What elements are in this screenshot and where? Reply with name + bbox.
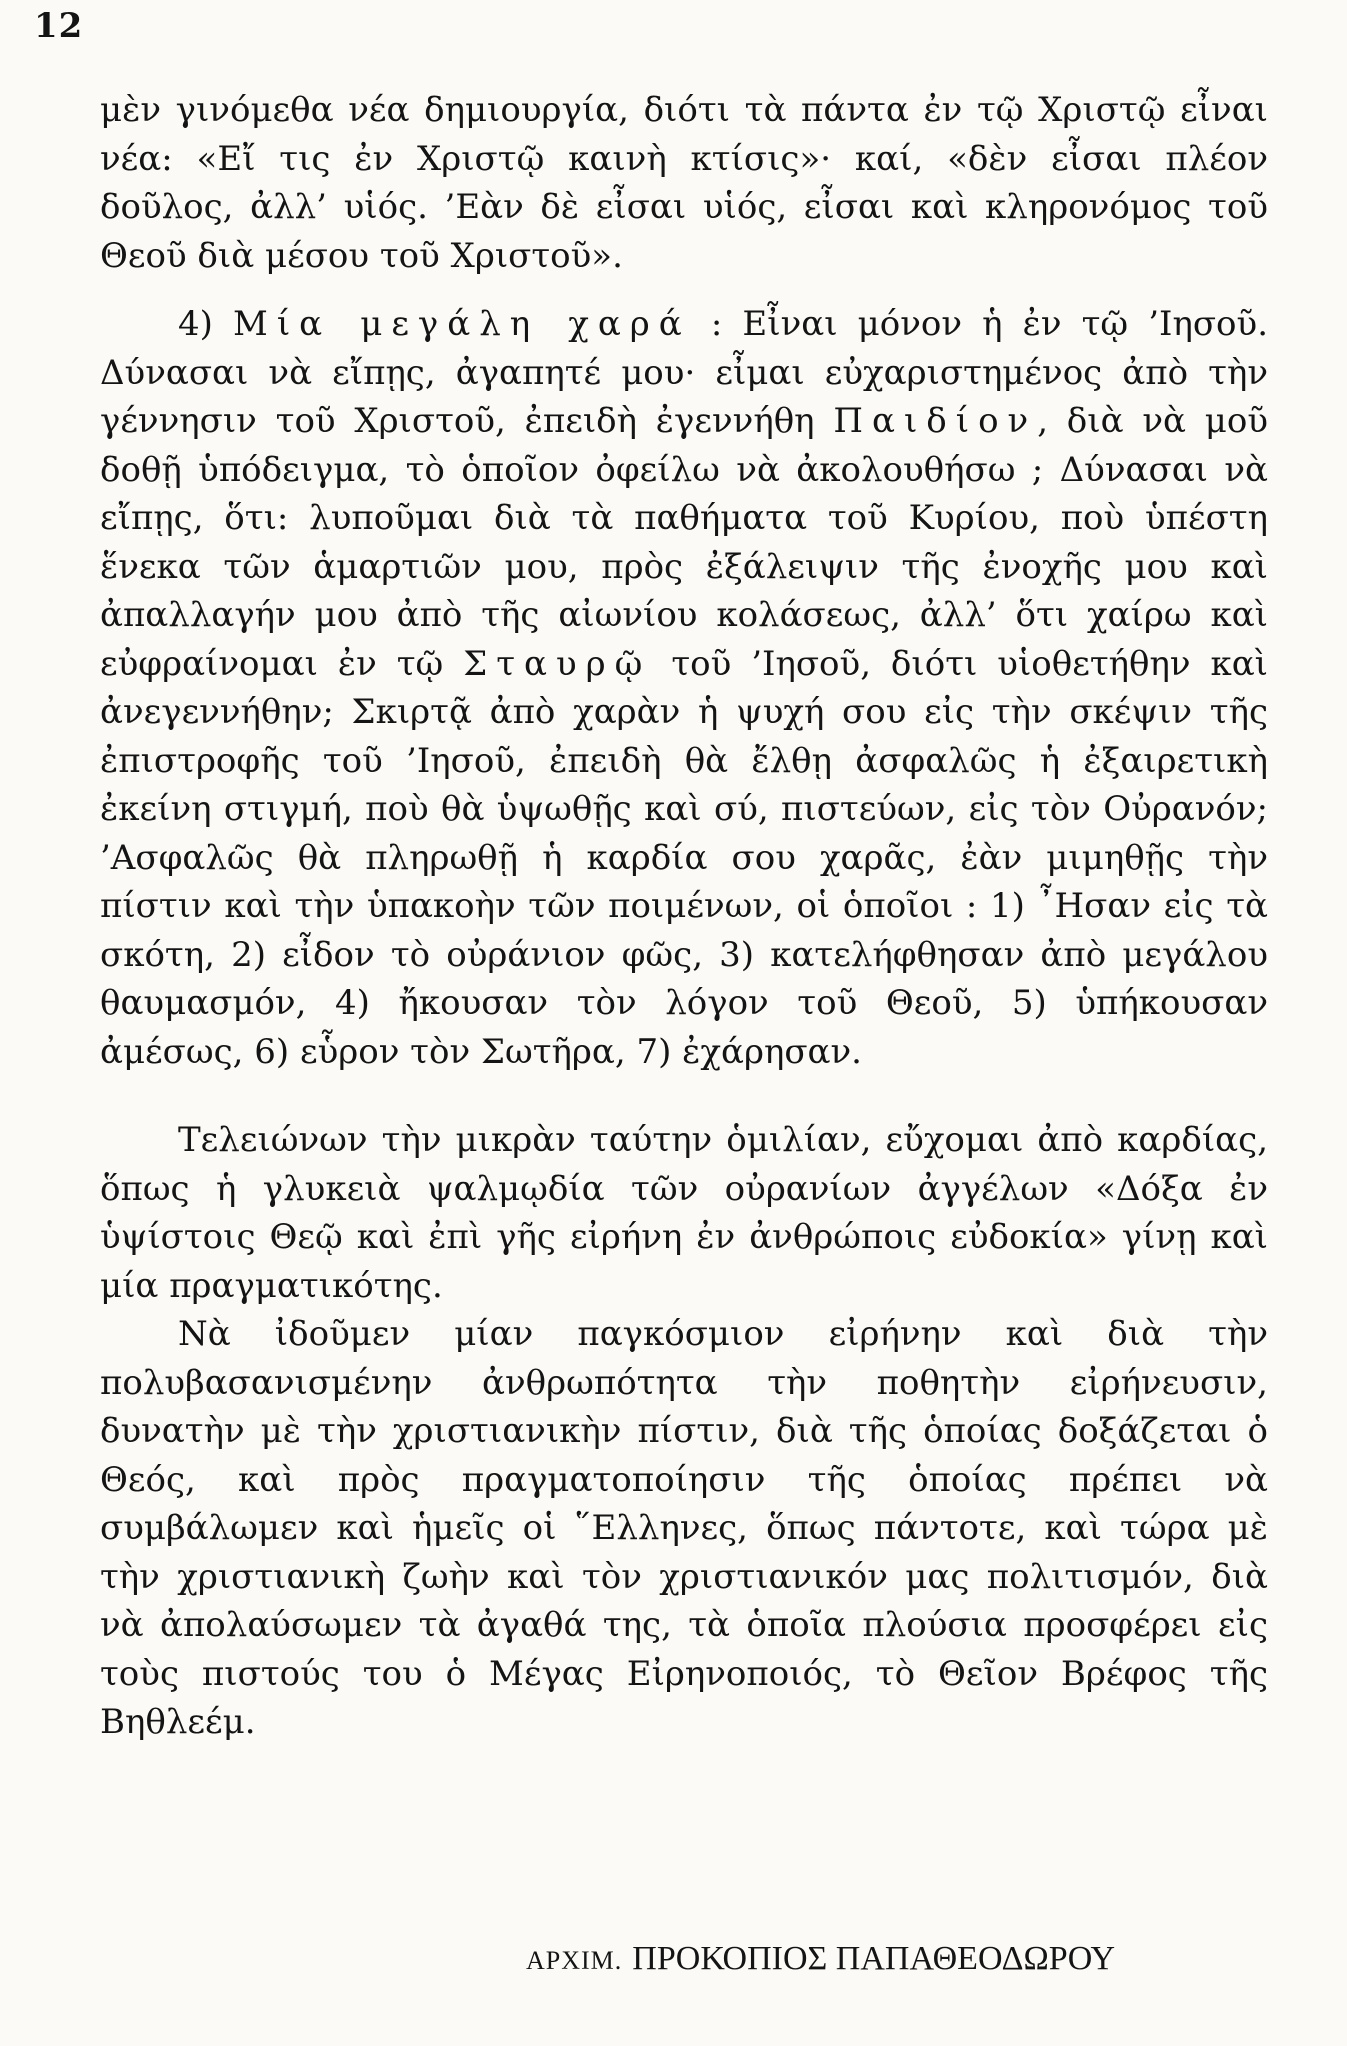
signature [526, 1940, 1115, 1978]
paragraph-2-text-2: , διὰ νὰ μοῦ δοθῇ ὑπόδειγμα, τὸ ὁποῖον ὀφείλω νὰ ἀκολουθήσω ; Δύνασαι νὰ εἴπῃς, ὅτι: λυποῦμαι διὰ τὰ παθήματα τοῦ Κυρίου, ποὺ ὑπέστη ἕνεκα τῶν ἁμαρτιῶν μου, πρὸς ἐξάλειψιν τῆς ἐνοχῆς μου καὶ ἀπαλλαγήν μου ἀπὸ τῆς αἰωνίου κολάσεως, ἀλλ’ ὅτι χαίρω καὶ εὐφραίνομαι ἐν τῷ [100, 401, 1269, 684]
spaced-word-stavro: Σταυρῷ [463, 643, 652, 684]
paragraph-4: Νὰ ἰδοῦμεν μίαν παγκόσμιον εἰρήνην καὶ διὰ τὴν πολυβασανισμένην ἀνθρωπότητα τὴν ποθητὴν εἰρήνευσιν, δυνατὴν μὲ τὴν χριστιανικὴν πίστιν, διὰ τῆς ὁποίας δοξάζεται ὁ Θεός, καὶ πρὸς πραγματοποίησιν τῆς ὁποίας πρέπει νὰ συμβάλωμεν καὶ ἡμεῖς οἱ ῞Ελληνες, ὅπως πάντοτε, καὶ τώρα μὲ τὴν χριστιανικὴ ζωὴν καὶ τὸν χριστιανικόν μας πολιτισμόν, διὰ νὰ ἀπολαύσωμεν τὰ ἀγαθά της, τὰ ὁποῖα πλούσια προσφέρει εἰς τοὺς πιστούς του ὁ Μέγας Εἰρηνοποιός, τὸ Θεῖον Βρέφος τῆς Βηθλεέμ. [100, 1314, 1268, 1742]
paragraph-2 [100, 300, 1268, 1076]
list-number: 4) [178, 304, 213, 344]
paragraph-3: Τελειώνων τὴν μικρὰν ταύτην ὁμιλίαν, εὔχομαι ἀπὸ καρδίας, ὅπως ἡ γλυκειὰ ψαλμῳδία τῶν οὐρανίων ἀγγέλων «Δόξα ἐν ὑψίστοις Θεῷ καὶ ἐπὶ γῆς εἰρήνη ἐν ἀνθρώποις εὐδοκία» γίνῃ καὶ μία πραγματικότης. [100, 1120, 1268, 1306]
paragraph-1: μὲν γινόμεθα νέα δημιουργία, διότι τὰ πάντα ἐν τῷ Χριστῷ εἶναι νέα: «Εἴ τις ἐν Χριστῷ καινὴ κτίσις»· καί, «δὲν εἶσαι πλέον δοῦλος, ἀλλ’ υἱός. ’Εὰν δὲ εἶσαι υἱός, εἶσαι καὶ κληρονόμος τοῦ Θεοῦ διὰ μέσου τοῦ Χριστοῦ». [100, 90, 1268, 276]
paragraph-2-text-3: τοῦ ’Ιησοῦ, διότι υἱοθετήθην καὶ ἀνεγεννήθην; Σκιρτᾷ ἀπὸ χαρὰν ἡ ψυχή σου εἰς τὴν σκέψιν τῆς ἐπιστροφῆς τοῦ ’Ιησοῦ, ἐπειδὴ θὰ ἔλθῃ ἀσφαλῶς ἡ ἐξαιρετικὴ ἐκείνη στιγμή, ποὺ θὰ ὑψωθῇς καὶ σύ, πιστεύων, εἰς τὸν Οὐρανόν; ’Ασφαλῶς θὰ πληρωθῇ ἡ καρδία σου χαρᾶς, ἐὰν μιμηθῇς τὴν πίστιν καὶ τὴν ὑπακοὴν τῶν ποιμένων, οἱ ὁποῖοι : 1) ῏Ησαν εἰς τὰ σκότη, 2) εἶδον τὸ οὐράνιον φῶς, 3) κατελήφθησαν ἀπὸ μεγάλου θαυμασμόν, 4) ἤκουσαν τὸν λόγον τοῦ Θεοῦ, 5) ὑπήκουσαν ἀμέσως, 6) εὗρον τὸν Σωτῆρα, 7) ἐχάρησαν. [100, 643, 1269, 1072]
signature-title: ΑΡΧΙΜ. [526, 1946, 623, 1975]
body-text [100, 86, 1268, 1747]
signature-name: ΠΡΟΚΟΠΙΟΣ ΠΑΠΑΘΕΟΔΩΡΟΥ [632, 1940, 1116, 1977]
spaced-heading: Μία μεγάλη χαρά [233, 304, 691, 344]
spaced-word-paidion: Παιδίον [833, 401, 1038, 441]
paragraph-2-text: : Εἶναι μόνον ἡ ἐν τῷ ’Ιησοῦ. Δύνασαι νὰ εἴπῃς, ἀγαπητέ μου· εἶμαι εὐχαριστημένος ἀπὸ τὴν γέννησιν τοῦ Χριστοῦ, ἐπειδὴ ἐγεννήθη [100, 304, 1268, 441]
page-number: 12 [34, 6, 84, 46]
